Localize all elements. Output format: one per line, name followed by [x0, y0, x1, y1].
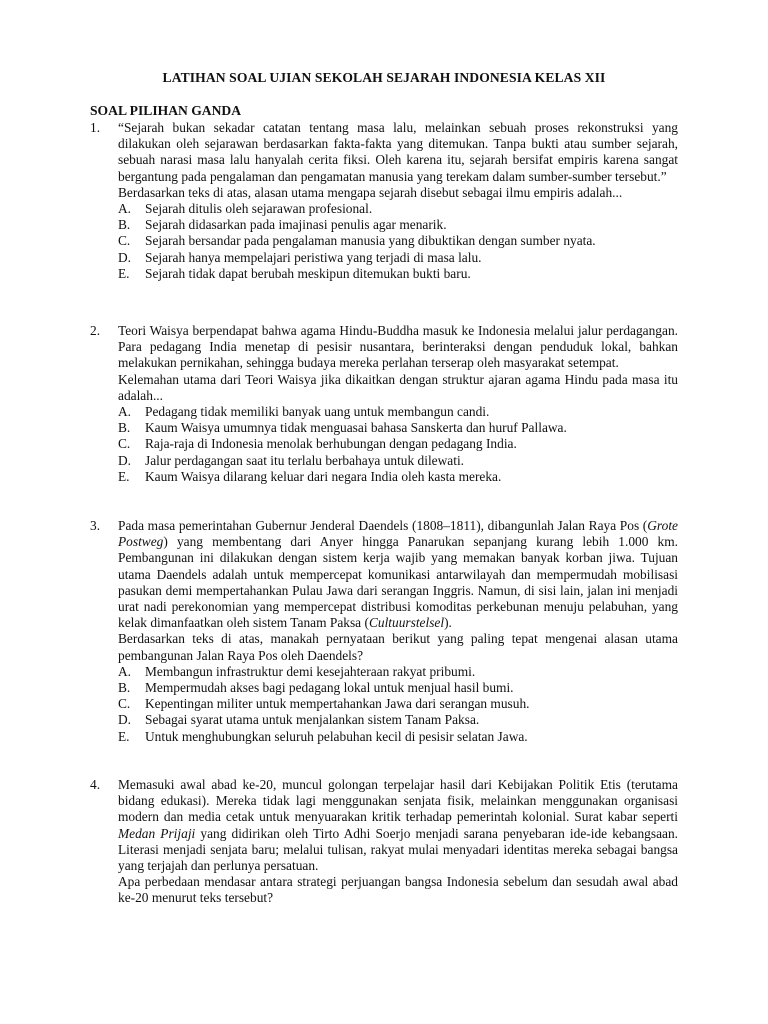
term-grote-postweg: Grote Postweg: [118, 518, 678, 550]
option-letter: B.: [118, 420, 131, 436]
option-d[interactable]: [118, 712, 678, 728]
option-text: Kaum Waisya dilarang keluar dari negara India oleh kasta mereka.: [145, 468, 502, 484]
question-3: [90, 518, 678, 745]
question-number: 4.: [90, 777, 101, 792]
option-d[interactable]: [118, 453, 678, 469]
option-text: Sejarah didasarkan pada imajinasi penulis agar menarik.: [145, 217, 447, 233]
option-letter: E.: [118, 265, 130, 281]
option-letter: D.: [118, 452, 132, 468]
document-title: LATIHAN SOAL UJIAN SEKOLAH SEJARAH INDONESIA KELAS XII: [162, 70, 606, 85]
option-b[interactable]: [118, 420, 678, 436]
option-letter: D.: [118, 249, 132, 265]
option-text: Kaum Waisya umumnya tidak menguasai bahasa Sanskerta dan huruf Pallawa.: [145, 420, 567, 436]
term-cultuurstelsel: Cultuurstelsel: [368, 615, 445, 631]
option-text: Mempermudah akses bagi pedagang lokal untuk menjual hasil bumi.: [145, 680, 514, 696]
question-number: 1.: [90, 120, 101, 135]
answer-options: [118, 404, 678, 485]
option-letter: A.: [118, 201, 132, 217]
option-text: Pedagang tidak memiliki banyak uang untuk membangun candi.: [145, 404, 490, 420]
option-letter: B.: [118, 217, 131, 233]
question-prompt: Kelemahan utama dari Teori Waisya jika dikaitkan dengan struktur ajaran agama Hindu pada masa itu adalah...: [118, 371, 678, 403]
answer-options: [118, 664, 678, 745]
question-2: [90, 323, 678, 485]
question-text: Teori Waisya berpendapat bahwa agama Hindu-Buddha masuk ke Indonesia melalui jalur perdagangan. Para pedagang India menetap di pesisir nusantara, berinteraksi dengan penduduk lokal, bahkan melakukan pernikahan, sehingga budaya mereka perlahan terserap oleh masyarakat setempat.: [118, 323, 678, 371]
option-a[interactable]: [118, 201, 678, 217]
question-text: Memasuki awal abad ke-20, muncul golongan terpelajar hasil dari Kebijakan Politik Etis (terutama bidang edukasi). Mereka tidak lagi menggunakan senjata fisik, melainkan menggunakan organisasi modern dan media cetak untuk menyuarakan kritik terhadap pemerintah kolonial. Surat kabar seperti Medan Prijaji yang didirikan oleh Tirto Adhi Soerjo menjadi sarana penyebaran ide-ide kebangsaan. Literasi menjadi senjata baru; melalui tulisan, rakyat mulai menyadari identitas mereka sebagai bangsa yang terjajah dan perlunya persatuan.: [118, 777, 679, 874]
option-d[interactable]: [118, 250, 678, 266]
question-text: Pada masa pemerintahan Gubernur Jenderal Daendels (1808–1811), dibangunlah Jalan Raya Pos (Grote Postweg) yang membentang dari Anyer hingga Panarukan sepanjang kurang lebih 1.000 km. Pembangunan ini dilakukan dengan sistem kerja wajib yang memakan banyak korban jiwa. Tujuan utama Daendels adalah untuk mempercepat komunikasi antarwilayah dan mempermudah mobilisasi pasukan demi mempertahankan Pulau Jawa dari serangan Inggris. Namun, di sisi lain, jalan ini menjadi urat nadi perekonomian yang mempercepat distribusi komoditas perkebunan menuju pelabuhan, yang kelak dimanfaatkan oleh sistem Tanam Paksa (Cultuurstelsel).: [118, 518, 678, 631]
option-text: Sejarah ditulis oleh sejarawan profesional.: [145, 201, 373, 217]
option-b[interactable]: [118, 680, 678, 696]
option-text: Jalur perdagangan saat itu terlalu berbahaya untuk dilewati.: [145, 452, 465, 468]
option-letter: A.: [118, 404, 132, 420]
question-prompt: Berdasarkan teks di atas, alasan utama mengapa sejarah disebut sebagai ilmu empiris adalah...: [118, 184, 623, 200]
section-title: SOAL PILIHAN GANDA: [90, 103, 242, 118]
option-e[interactable]: [118, 469, 678, 485]
question-prompt: Apa perbedaan mendasar antara strategi perjuangan bangsa Indonesia sebelum dan sesudah awal abad ke-20 menurut teks tersebut?: [118, 874, 678, 906]
answer-options: [118, 201, 678, 282]
option-letter: C.: [118, 436, 131, 452]
question-number: 2.: [90, 323, 101, 338]
option-e[interactable]: [118, 266, 678, 282]
option-c[interactable]: [118, 233, 678, 249]
option-text: Membangun infrastruktur demi kesejahteraan rakyat pribumi.: [145, 663, 476, 679]
question-4: [90, 777, 678, 907]
option-b[interactable]: [118, 217, 678, 233]
option-c[interactable]: [118, 696, 678, 712]
option-c[interactable]: [118, 436, 678, 452]
option-text: Sejarah bersandar pada pengalaman manusia yang dibuktikan dengan sumber nyata.: [145, 233, 596, 249]
option-text: Kepentingan militer untuk mempertahankan Jawa dari serangan musuh.: [145, 696, 530, 712]
question-prompt: Berdasarkan teks di atas, manakah pernyataan berikut yang paling tepat mengenai alasan utama pembangunan Jalan Raya Pos oleh Daendels?: [118, 631, 678, 663]
option-letter: E.: [118, 468, 130, 484]
option-letter: C.: [118, 233, 131, 249]
option-a[interactable]: [118, 664, 678, 680]
option-letter: B.: [118, 680, 131, 696]
option-a[interactable]: [118, 404, 678, 420]
question-text: “Sejarah bukan sekadar catatan tentang masa lalu, melainkan sebuah proses rekonstruksi yang dilakukan oleh sejarawan berdasarkan fakta-fakta yang ditemukan. Tanpa bukti atau sumber sejarah, sebuah narasi masa lalu hanyalah cerita fiksi. Oleh karena itu, sejarah bersifat empiris karena sangat bergantung pada pengalaman dan pengamatan manusia yang terekam dalam sumber-sumber tersebut.”: [118, 120, 678, 184]
question-number: 3.: [90, 518, 101, 533]
option-text: Sejarah hanya mempelajari peristiwa yang terjadi di masa lalu.: [145, 249, 482, 265]
option-letter: C.: [118, 696, 131, 712]
option-text: Sejarah tidak dapat berubah meskipun ditemukan bukti baru.: [145, 265, 471, 281]
option-letter: A.: [118, 663, 132, 679]
question-1: [90, 120, 678, 282]
option-letter: D.: [118, 712, 132, 728]
option-text: Untuk menghubungkan seluruh pelabuhan kecil di pesisir selatan Jawa.: [145, 728, 528, 744]
option-text: Raja-raja di Indonesia menolak berhubungan dengan pedagang India.: [145, 436, 517, 452]
term-medan-prijaji: Medan Prijaji: [118, 825, 196, 841]
option-letter: E.: [118, 728, 130, 744]
option-e[interactable]: [118, 729, 678, 745]
option-text: Sebagai syarat utama untuk menjalankan sistem Tanam Paksa.: [145, 712, 480, 728]
